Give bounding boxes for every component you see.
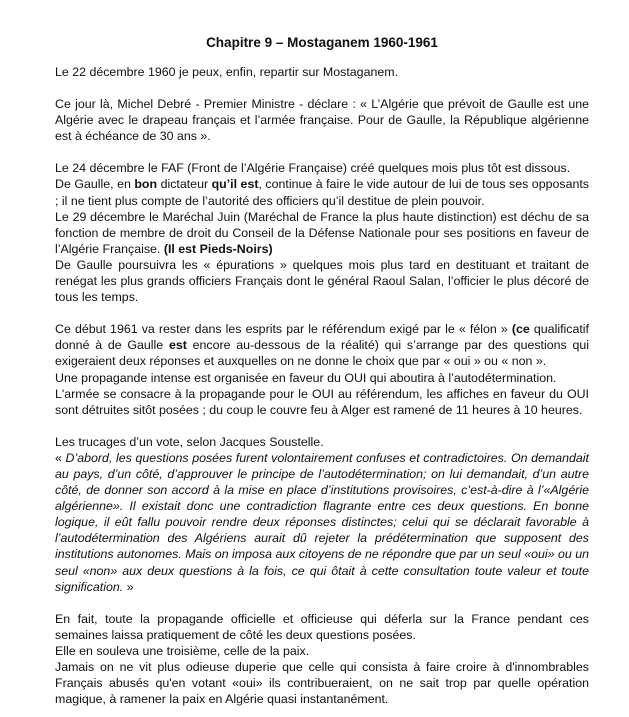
- spacer: [55, 418, 589, 434]
- bold-run: (ce: [511, 322, 530, 337]
- paragraph-propagande: Une propagande intense est organisée en faveur du OUI qui aboutira à l’autodétermination.: [55, 370, 557, 385]
- quote-soustelle: [55, 450, 589, 595]
- text-run: De Gaulle, en: [55, 177, 135, 192]
- paragraph-armee: L'armée se consacre à la propagande pour le OUI au référendum, les affiches en faveur du OUI sont détruites sitôt posées ; du coup le couvre feu à Alger est ramené de 11 heures à 10 heures.: [55, 386, 589, 417]
- chapter-title: Chapitre 9 – Mostaganem 1960-1961: [206, 35, 438, 50]
- paragraph-en-fait: En fait, toute la propagande officielle et officieuse qui déferla sur la France pendant ces semaines laissa pratiquement de côté les deux questions posées.: [55, 611, 589, 642]
- spacer: [55, 595, 589, 611]
- paragraph-referendum: [55, 321, 589, 369]
- spacer: [55, 80, 589, 96]
- paragraph-duperie: Jamais on ne vit plus odieuse duperie que celle qui consista à faire croire à d'innombrables Français abusés qu'en votant «oui» ils contribueraient, on ne sait trop par quelle opération magique, à ramener la paix en Algérie quasi instantanément.: [55, 660, 589, 707]
- quote-open-mark: «: [55, 450, 66, 465]
- bold-run: bon: [134, 177, 158, 192]
- bold-run: qu’il est: [211, 177, 259, 192]
- spacer: [55, 144, 589, 160]
- paragraph-faf: Le 24 décembre le FAF (Front de l’Algérie Française) créé quelques mois plus tôt est dissous.: [55, 161, 571, 176]
- text-run: Le 29 décembre le Maréchal Juin (Maréchal de France la plus haute distinction) est déchu de sa fonction de membre de droit du Conseil de la Défense Nationale pour ses positions en faveur de l’Algérie Française.: [55, 209, 589, 256]
- text-run: , continue à faire le vide autour de lui de tous ses opposants ; il ne tient plus compte de l’autorité des officiers qu’il destitue de plein pouvoir.: [55, 177, 589, 208]
- spacer: [55, 305, 589, 321]
- text-run: Ce début 1961 va rester dans les esprits par le référendum exigé par le « félon »: [55, 322, 512, 337]
- paragraph-paix: Elle en souleva une troisième, celle de la paix.: [55, 643, 310, 658]
- paragraph-epurations: De Gaulle poursuivra les « épurations » quelques mois plus tard en destituant et traitant de renégat les plus grands officiers Français dont le général Raoul Salan, l’officier le plus décoré de tous les temps.: [55, 257, 589, 305]
- quote-close-mark: »: [123, 579, 134, 594]
- quote-text: D’abord, les questions posées furent volontairement confuses et contradictoires. On demandait au pays, d’un côté, d’approuver le principe de l’autodétermination; on lui demandait, d’un autre côté, de donner son accord à la mise en place d’institutions provisoires, c’est-à-dire à l’«Algérie algérienne». Il existait donc une contradiction flagrante entre ces deux questions. En bonne logique, il eût fallu pouvoir rendre deux réponses distinctes; celui qui se déclarait favorable à l’autodétermination des Algériens aurait dû rejeter la prédétermination que supposent des institutions autonomes. Mais on imposa aux citoyens de ne répondre que par un seul «oui» ou un seul «non» aux deux questions à la fois, ce qui ôtait à cette consultation toute valeur et toute signification.: [55, 450, 589, 594]
- bold-run: est: [168, 338, 187, 353]
- text-run: qualificatif donné à de Gaulle: [55, 322, 589, 353]
- paragraph-de-gaulle: [55, 176, 589, 208]
- spacer: [55, 51, 589, 64]
- paragraph-intro: Le 22 décembre 1960 je peux, enfin, repartir sur Mostaganem.: [55, 65, 399, 79]
- text-run: encore au-dessous de la réalité) qui s’arrange par des questions qui exigeraient deux réponses et auxquelles on ne donne le choix que par « oui » ou « non ».: [55, 338, 590, 369]
- paragraph-debre: Ce jour là, Michel Debré - Premier Ministre - déclare : « L’Algérie que prévoit de Gaulle est une Algérie avec le drapeau français et l’armée française. Pour de Gaulle, la République algérienne est à échéance de 30 ans ».: [55, 97, 589, 144]
- text-run: dictateur: [157, 177, 212, 192]
- paragraph-soustelle-intro: Les trucages d’un vote, selon Jacques Soustelle.: [55, 434, 324, 449]
- bold-run: (Il est Pieds-Noirs): [163, 241, 273, 256]
- paragraph-juin: [55, 209, 589, 257]
